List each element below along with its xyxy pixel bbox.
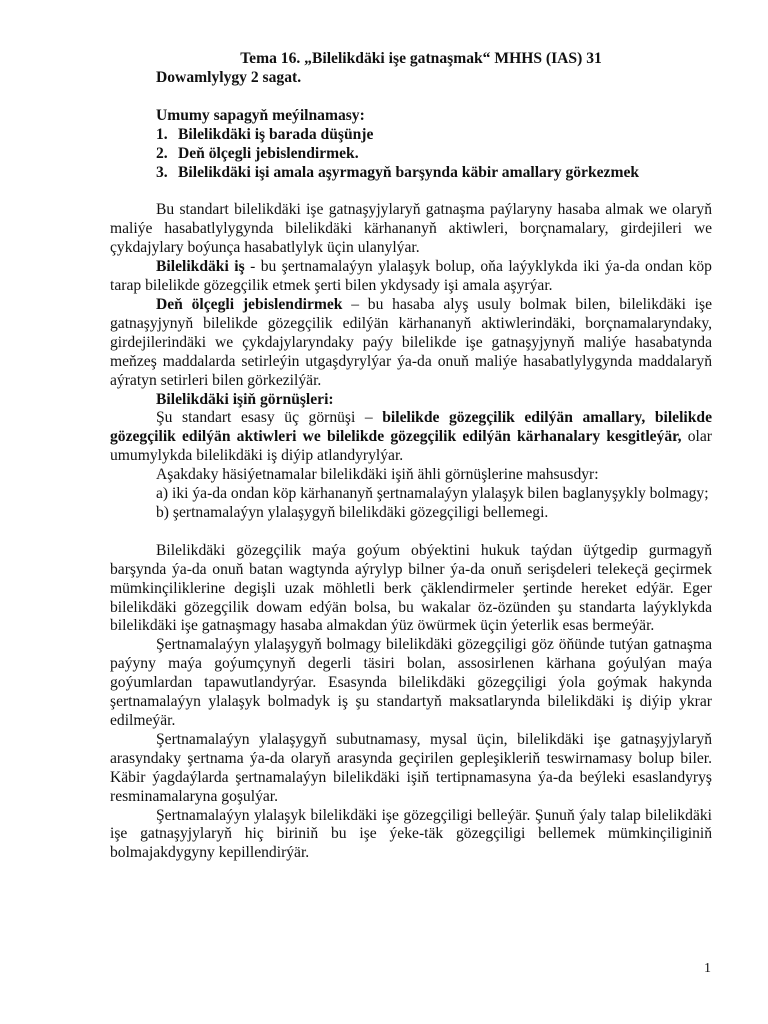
plan-heading: Umumy sapagyň meýilnamasy: [156,106,365,124]
section-heading-types: Bilelikdäki işiň görnüşleri: [156,390,334,408]
plan-item [110,164,712,183]
types-emphasis: bilelikde gözegçilik edilýän amallary, bilelikde gözegçilik edilýän aktiwleri we bilelikde gözegçilik edilýän kärhanalary kesgitleýär, [110,409,713,446]
paragraph-joint-activity-definition [110,258,712,296]
paragraph-evidence: Şertnamalaýyn ylalaşygyň subutnamasy, mysal üçin, bilelikdäki işe gatnaşyjylaryň arasyndaky şertnama ýa-da olaryň arasynda geçirilen gepleşikleriň teswirnamasy bolup biler. Käbir ýagdaýlarda şertnamalaýyn bilelikdäki işiň tertipnamasyna ýa-da beýleki esaslandyryş resminamalaryna goşulýar. [110,730,712,805]
characteristic-a: a) iki ýa-da ondan köp kärhananyň şertnamalaýyn ylalaşyk bilen baglanyşykly bolmagy; [156,485,709,503]
paragraph-contractual-arrangement: Şertnamalaýyn ylalaşygyň bolmagy bilelikdäki gözegçiligi göz öňünde tutýan gatnaşma paýyny maýa goýumçynyň degerli täsiri bolan, assosirlenen kärhana goýulýan maýa goýumlardan tapawutlandyrýar. Esasynda bilelikdäki gözegçiligi ýola goýmak hakynda şertnamalaýyn ylalaşyk bolmadyk iş şu standartyň maksatlarynda bilelikdäki iş diýip ykrar edilmeýär. [110,636,712,729]
spacer [110,182,712,201]
paragraph-types [110,409,712,466]
term-proportional-consolidation: Deň ölçegli jebislendirmek [156,295,343,313]
paragraph-proportional-consolidation [110,296,712,391]
paragraph-joint-control: Bilelikdäki gözegçilik maýa goýum obýektini hukuk taýdan üýtgedip gurmagyň barşynda ýa-da onuň batan wagtynda aýrylyp bilner ýa-da onuň serişdeleri telekeçä geçirmek mümkinçiliklerine degişli uzak möhletli berk çäklendirmeler şertinde hereket edýär. Eger bilelikdäki gözegçilik dowam edýän bolsa, bu wakalar öz-özünden şu standarta laýyklykda bilelikdäki işe gatnaşmagy hasaba almakdan ýüz öwürmek üçin ýeterlik esas bermeýär. [110,541,712,635]
plan-item-number: 3. [156,163,168,181]
characteristic-b: b) şertnamalaýyn ylalaşygyň bilelikdäki gözegçiligi bellemegi. [156,503,549,521]
paragraph-control-requirement: Şertnamalaýyn ylalaşyk bilelikdäki işe gözegçiligi belleýär. Şunuň ýaly talap bilelikdäki işe gatnaşyjylaryň hiç biriniň bu işe ýeke-täk gözegçiligi bellemek mümkinçiliginiň bolmajakdygyny kepillendirýär. [110,806,712,862]
term-joint-activity: Bilelikdäki iş [156,258,245,276]
plan-item-text: Deň ölçegli jebislendirmek. [178,144,359,162]
page-number: 1 [704,961,711,976]
definition-text: - bu şertnamalaýyn ylalaşyk bolup, oňa laýyklykda iki ýa-da ondan köp tarap bilelikde gözegçilik etmek şerti bilen ykdysady işi amala aşyrýar. [110,258,712,295]
plan-item-text: Bilelikdäki iş barada düşünje [178,125,374,143]
paragraph-characteristics: Aşakdaky häsiýetnamalar bilelikdäki işiň ähli görnüşlerine mahsusdyr: [156,466,599,484]
plan-item [110,126,712,145]
plan-item [110,145,712,164]
document-title: Tema 16. „Bilelikdäki işe gatnaşmak“ MHHS (IAS) 31 [240,50,602,67]
spacer [110,523,712,542]
plan-item-number: 1. [156,125,168,143]
paragraph-intro: Bu standart bilelikdäki işe gatnaşyjylaryň gatnaşma paýlaryny hasaba almak we olaryň maliýe hasabatlylygynda bilelikdäki kärhananyň aktiwleri, borçnamalary, girdejileri we çykdajylary boýunça hasabatlylyk üçin ulanylýar. [110,201,712,257]
plan-item-number: 2. [156,144,168,162]
document-page [110,50,712,863]
types-tail-text: olar umumylykda bilelikdäki iş diýip atlandyrylýar. [110,428,712,465]
plan-list [110,126,712,183]
lesson-duration: Dowamlylygy 2 sagat. [156,68,302,86]
types-lead-text: Şu standart esasy üç görnüşi – [156,409,383,427]
plan-item-text: Bilelikdäki işi amala aşyrmagyň barşynda käbir amallary görkezmek [178,163,640,181]
spacer [110,88,712,107]
definition-text: – bu hasaba alyş usuly bolmak bilen, bilelikdäki işe gatnaşyjynyň bilelikde gözegçilik edilýän kärhananyň aktiwlerindäki, borçnamalaryndaky, girdejilerindäki we çykdajylaryndaky paýy bilelikde işe gatnaşyjynyň maliýe hasabatynda meňzeş maddalarda setirleýin utgaşdyrylýar ýa-da onuň maliýe hasabatlylygynda maddalaryň aýratyn setirleri bilen görkezilýär. [110,295,712,389]
